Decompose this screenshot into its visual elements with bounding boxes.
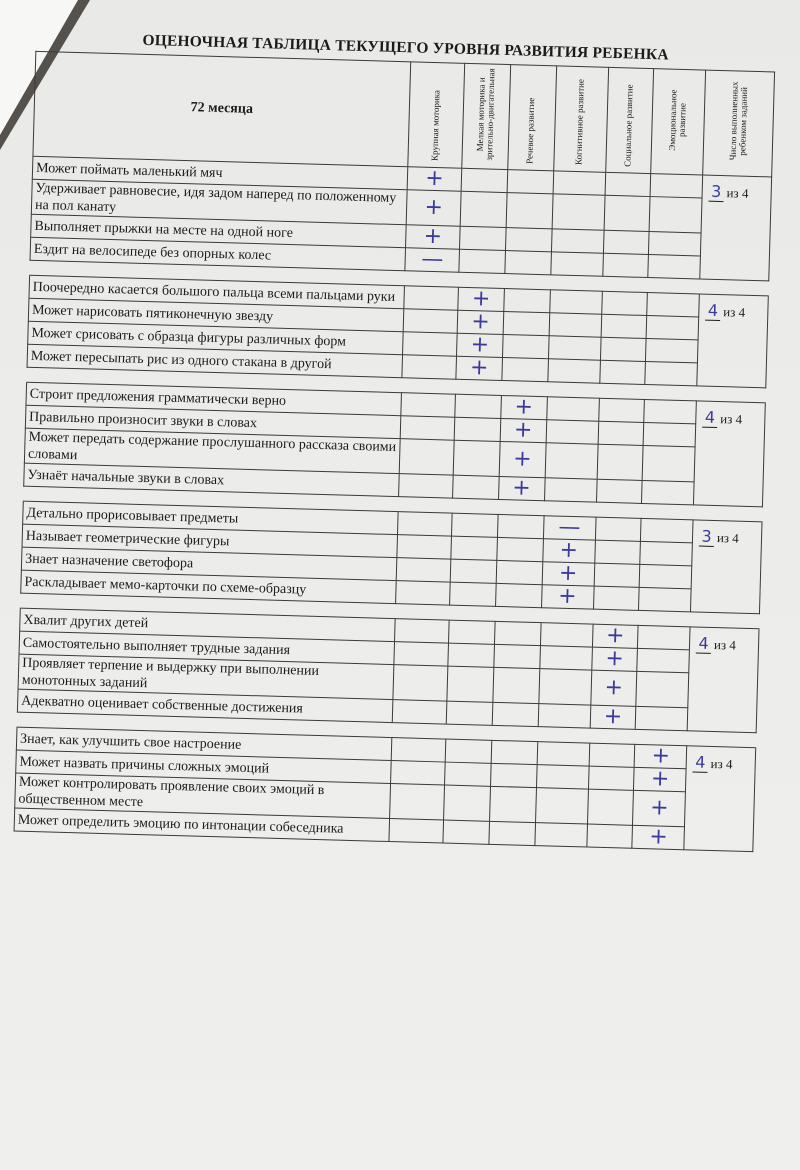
skill-item: Может передать содержание прослушанного рассказа своими словами	[24, 428, 400, 473]
empty-cell	[504, 289, 550, 313]
skill-item: Может нарисовать пятиконечную звезду	[28, 298, 403, 331]
empty-cell	[461, 168, 507, 192]
handwritten-mark: —	[543, 516, 596, 540]
empty-cell	[642, 445, 695, 481]
skill-item: Детально прорисовывает предметы	[23, 501, 398, 534]
skill-item: Может назвать причины сложных эмоций	[16, 750, 391, 783]
handwritten-mark: +	[590, 705, 636, 729]
empty-cell	[397, 512, 452, 537]
handwritten-mark: +	[501, 395, 547, 419]
empty-cell	[546, 420, 599, 444]
empty-cell	[396, 581, 451, 606]
skill-item: Адекватно оценивает собственные достижения	[17, 689, 392, 722]
handwritten-score: 4	[696, 634, 711, 654]
handwritten-mark: —	[405, 248, 460, 273]
empty-cell	[551, 229, 604, 253]
score-suffix: из 4	[713, 637, 737, 653]
empty-cell	[490, 763, 536, 787]
handwritten-mark: +	[591, 647, 637, 671]
empty-cell	[496, 560, 542, 584]
empty-cell	[505, 251, 551, 275]
empty-cell	[459, 249, 505, 273]
handwritten-mark: +	[541, 585, 594, 609]
empty-cell	[497, 537, 543, 561]
empty-cell	[641, 518, 694, 542]
empty-cell	[549, 313, 602, 337]
handwritten-mark: +	[633, 790, 686, 826]
score-suffix: из 4	[716, 530, 740, 546]
empty-cell	[497, 514, 543, 538]
empty-cell	[538, 704, 591, 728]
skill-item: Удерживает равновесие, идя задом наперед по положенному на пол канату	[31, 179, 407, 224]
handwritten-mark: +	[632, 825, 685, 849]
handwritten-score: 4	[703, 408, 718, 428]
empty-cell	[394, 619, 449, 644]
empty-cell	[545, 443, 598, 479]
skill-item: Знает, как улучшить свое настроение	[16, 727, 391, 760]
skill-item: Самостоятельно выполняет трудные задания	[19, 631, 394, 664]
empty-cell	[538, 669, 591, 705]
empty-cell	[601, 291, 647, 315]
column-header: Мелкая моторика и зрительно-двигательная	[462, 63, 511, 169]
skill-item: Правильно произносит звуки в словах	[25, 405, 400, 438]
empty-cell	[453, 475, 499, 499]
empty-cell	[639, 564, 692, 588]
empty-cell	[460, 226, 506, 250]
skill-item: Узнаёт начальные звуки в словах	[24, 463, 399, 496]
section-score	[691, 520, 762, 614]
empty-cell	[403, 309, 458, 334]
empty-cell	[587, 824, 633, 848]
empty-cell	[447, 666, 494, 702]
handwritten-mark: +	[542, 539, 595, 563]
empty-cell	[646, 316, 699, 340]
empty-cell	[393, 665, 448, 702]
handwritten-mark: +	[457, 333, 503, 357]
empty-cell	[397, 535, 452, 560]
empty-cell	[398, 474, 453, 499]
empty-cell	[400, 416, 455, 441]
empty-cell	[645, 361, 698, 385]
empty-cell	[391, 738, 446, 763]
empty-cell	[506, 193, 553, 229]
empty-cell	[536, 765, 589, 789]
empty-cell	[550, 252, 603, 276]
column-header: Речевое развитие	[508, 65, 557, 171]
section-score	[697, 294, 768, 388]
skill-item: Поочередно касается большого пальца всеми пальцами руки	[29, 275, 404, 308]
skill-item: Может срисовать с образца фигуры различных форм	[28, 321, 403, 354]
skill-item: Может поймать маленький мяч	[32, 156, 407, 189]
empty-cell	[505, 228, 551, 252]
empty-cell	[637, 648, 690, 672]
handwritten-mark: +	[591, 670, 638, 706]
empty-cell	[507, 170, 553, 194]
empty-cell	[449, 620, 495, 644]
empty-cell	[493, 667, 540, 703]
empty-cell	[587, 789, 634, 825]
empty-cell	[396, 558, 451, 583]
score-suffix: из 4	[723, 304, 746, 320]
empty-cell	[544, 478, 597, 502]
empty-cell	[489, 786, 536, 822]
empty-cell	[548, 336, 601, 360]
empty-cell	[589, 743, 635, 767]
empty-cell	[445, 762, 491, 786]
empty-cell	[549, 290, 602, 314]
empty-cell	[649, 197, 702, 233]
empty-cell	[649, 232, 702, 256]
empty-cell	[503, 312, 549, 336]
score-suffix: из 4	[720, 411, 743, 427]
empty-cell	[460, 191, 507, 227]
empty-cell	[455, 394, 501, 418]
empty-cell	[594, 563, 640, 587]
empty-cell	[640, 541, 693, 565]
column-header: Социальное развитие	[605, 67, 654, 173]
empty-cell	[399, 439, 454, 476]
empty-cell	[646, 339, 699, 363]
empty-cell	[642, 480, 695, 504]
empty-cell	[492, 702, 538, 726]
empty-cell	[445, 739, 491, 763]
empty-cell	[535, 788, 588, 824]
empty-cell	[394, 642, 449, 667]
handwritten-mark: +	[500, 418, 546, 442]
empty-cell	[638, 625, 691, 649]
empty-cell	[454, 417, 500, 441]
skill-item: Хвалит других детей	[20, 608, 395, 641]
age-label: 72 месяца	[33, 51, 411, 166]
skill-item: Проявляет терпение и выдержку при выполнении монотонных заданий	[18, 654, 394, 699]
handwritten-mark: +	[634, 767, 687, 791]
handwritten-mark: +	[456, 356, 502, 380]
empty-cell	[443, 820, 489, 844]
empty-cell	[635, 706, 688, 730]
column-header: Когнитивное развитие	[553, 66, 608, 172]
empty-cell	[650, 174, 703, 198]
empty-cell	[553, 171, 606, 195]
empty-cell	[644, 399, 697, 423]
skill-item: Может определить эмоцию по интонации собеседника	[14, 808, 389, 841]
empty-cell	[453, 440, 500, 476]
skill-item: Называет геометрические фигуры	[22, 524, 397, 557]
skill-item: Выполняет прыжки на месте на одной ноге	[31, 214, 406, 247]
empty-cell	[502, 334, 548, 358]
column-header: Эмоциональное развитие	[651, 69, 706, 175]
empty-cell	[540, 623, 593, 647]
empty-cell	[450, 582, 496, 606]
empty-cell	[605, 172, 651, 196]
handwritten-score: 4	[706, 301, 721, 321]
empty-cell	[598, 398, 644, 422]
empty-cell	[598, 421, 644, 445]
empty-cell	[552, 194, 605, 230]
empty-cell	[601, 314, 647, 338]
empty-cell	[639, 587, 692, 611]
handwritten-score: 3	[699, 527, 714, 547]
assessment-document	[0, 28, 786, 852]
empty-cell	[547, 359, 600, 383]
empty-cell	[595, 517, 641, 541]
skill-item: Строит предложения грамматически верно	[26, 382, 401, 415]
empty-cell	[537, 742, 590, 766]
score-suffix: из 4	[726, 185, 749, 201]
handwritten-score: 3	[709, 182, 724, 202]
handwritten-mark: +	[498, 476, 544, 500]
empty-cell	[389, 784, 444, 821]
empty-cell	[593, 586, 639, 610]
empty-cell	[604, 195, 651, 231]
handwritten-mark: +	[457, 310, 503, 334]
empty-cell	[495, 583, 541, 607]
document-title: ОЦЕНОЧНАЯ ТАБЛИЦА ТЕКУЩЕГО УРОВНЯ РАЗВИТИЯ РЕБЕНКА	[142, 31, 669, 64]
empty-cell	[494, 644, 540, 668]
empty-cell	[534, 823, 587, 847]
empty-cell	[448, 643, 494, 667]
empty-cell	[588, 766, 634, 790]
table-body	[14, 156, 772, 851]
empty-cell	[401, 393, 456, 418]
handwritten-mark: +	[407, 167, 462, 192]
empty-cell	[446, 701, 492, 725]
empty-cell	[594, 540, 640, 564]
section-score	[694, 401, 765, 507]
handwritten-mark: +	[406, 190, 461, 227]
empty-cell	[451, 536, 497, 560]
empty-cell	[647, 293, 700, 317]
empty-cell	[402, 355, 457, 380]
empty-cell	[636, 671, 689, 707]
handwritten-mark: +	[542, 562, 595, 586]
column-header: Крупная моторика	[408, 62, 465, 168]
empty-cell	[404, 286, 459, 311]
empty-cell	[502, 357, 548, 381]
column-header: Число выполненных ребенком заданий	[703, 70, 774, 177]
skill-item: Может контролировать проявление своих эмоций в общественном месте	[15, 773, 391, 818]
empty-cell	[494, 621, 540, 645]
skill-item: Ездит на велосипеде без опорных колес	[30, 237, 405, 270]
skill-item: Может пересыпать рис из одного стакана в другой	[27, 344, 402, 377]
handwritten-score: 4	[693, 752, 708, 772]
section-score	[684, 746, 755, 852]
empty-cell	[603, 230, 649, 254]
empty-cell	[539, 646, 592, 670]
handwritten-mark: +	[634, 744, 687, 768]
empty-cell	[444, 785, 491, 821]
handwritten-mark: +	[592, 624, 638, 648]
score-suffix: из 4	[710, 755, 733, 772]
empty-cell	[602, 253, 648, 277]
handwritten-mark: +	[499, 441, 546, 477]
empty-cell	[389, 819, 444, 844]
empty-cell	[450, 559, 496, 583]
empty-cell	[600, 337, 646, 361]
empty-cell	[596, 479, 642, 503]
skill-item: Знает назначение светофора	[21, 547, 396, 580]
empty-cell	[452, 513, 498, 537]
empty-cell	[402, 332, 457, 357]
empty-cell	[390, 761, 445, 786]
empty-cell	[597, 444, 644, 480]
handwritten-mark: +	[405, 225, 460, 250]
section-score	[688, 627, 759, 733]
handwritten-mark: +	[458, 287, 504, 311]
table-header-row	[33, 51, 775, 177]
empty-cell	[600, 360, 646, 384]
section-score	[700, 175, 771, 281]
empty-cell	[643, 422, 696, 446]
empty-cell	[546, 397, 599, 421]
assessment-table	[14, 51, 776, 852]
empty-cell	[491, 740, 537, 764]
skill-item: Раскладывает мемо-карточки по схеме-образцу	[21, 570, 396, 603]
empty-cell	[392, 700, 447, 725]
empty-cell	[489, 821, 535, 845]
empty-cell	[648, 255, 701, 279]
